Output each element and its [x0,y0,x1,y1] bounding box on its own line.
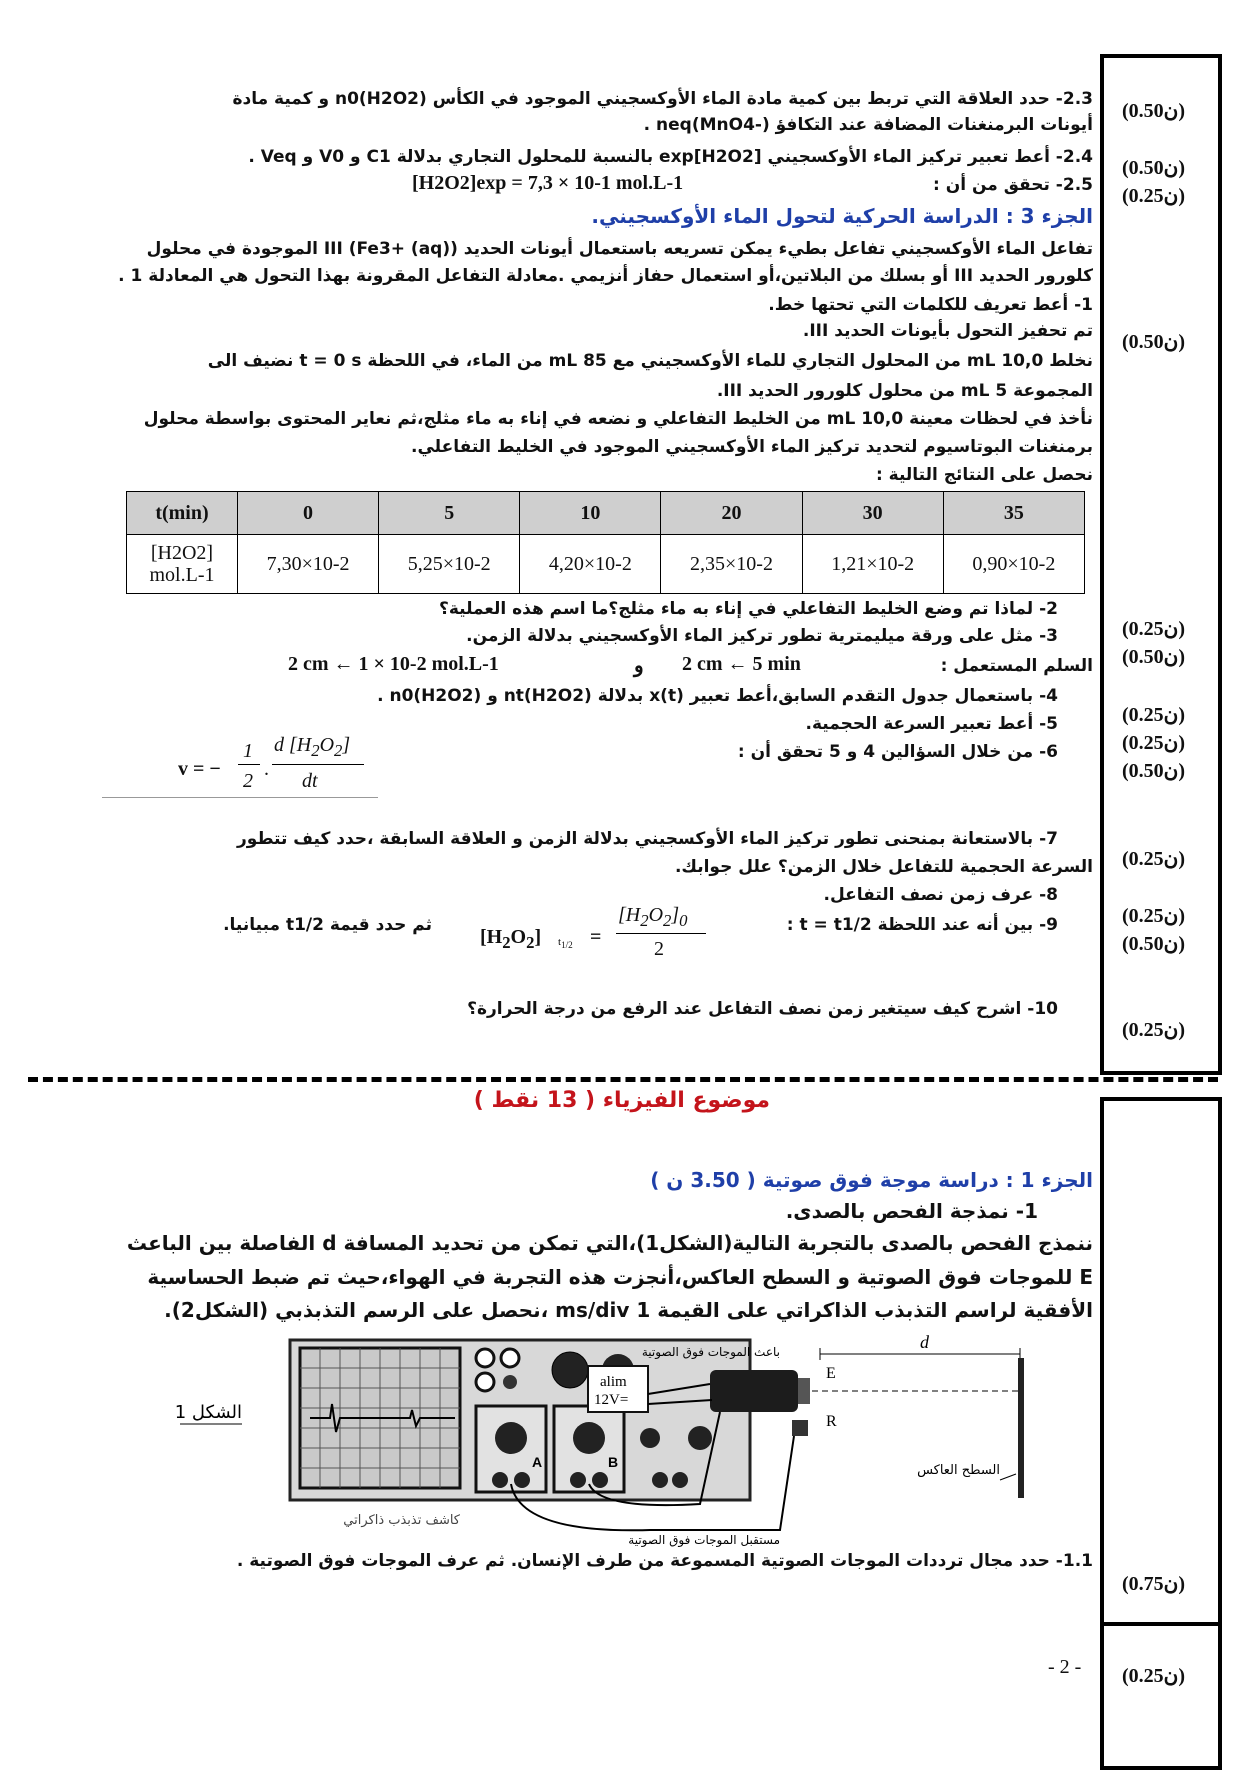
table-header-time: t(min) [127,492,238,535]
table-row-concentration [127,535,1085,594]
page-number: - 2 - [1048,1656,1082,1678]
intro-line2: كلورور الحديد III أو بسلك من البلاتين،أو استعمال حفاز أنزيمي .معادلة التفاعل المقرونة بهذا التحول هي المعادلة 1 . [118,266,1093,286]
knob [476,1349,494,1367]
q1-1-frequencies: 1.1- حدد مجال ترددات الموجات الصوتية المسموعة من طرف الإنسان. ثم عرف الموجات فوق الصوتية . [236,1551,1093,1571]
svg-text:12V=: 12V= [594,1392,629,1408]
half-life-formula: $[H_2O_2]$ $t_{1/2}$ = $[H_2O_2]_0$ 2 [480,900,720,970]
q8-half-life: 8- عرف زمن نصف التفاعل. [823,885,1058,905]
reflector-label: السطح العاكس [917,1463,1000,1478]
receiver-label: مستقبل الموجات فوق الصوتية [628,1533,780,1547]
table-header-concentration: [H2O2] mol.L-1 [127,535,238,594]
table-cell: 20 [661,492,802,535]
table-cell: 7,30×10-2 [237,535,378,594]
q2-5-formula: [H2O2]exp = 7,3 × 10-1 mol.L-1 [412,172,684,194]
q2-3-line2: أيونات البرمنغنات المضافة عند التكافؤ neq(MnO4-) . [643,115,1093,135]
svg-text:alim: alim [600,1374,627,1390]
mark-q7: (0.25ن) [1122,848,1186,870]
q9-line: 9- بين أنه عند اللحظة t = t1/2 : [786,915,1058,935]
q10-temperature: 10- اشرح كيف سيتغير زمن نصف التفاعل عند الرفع من درجة الحرارة؟ [467,999,1058,1019]
physics-para-line3: الأفقية لراسم التذبذب الذاكراتي على القيمة 1 ms/div ،نحصل على الرسم التذبذبي (الشكل2). [164,1298,1093,1322]
q9-determine: ثم حدد قيمة t1/2 مبيانيا. [223,915,432,935]
marks-frame-middle [1100,1097,1222,1626]
table-cell: 2,35×10-2 [661,535,802,594]
q2-4: 2.4- أعط تعبير تركيز الماء الأوكسجيني [H2O2]exp بالنسبة للمحلول التجاري بدلالة C1 و V0 و Veq . [248,147,1093,167]
mark-q5: (0.25ن) [1122,732,1186,754]
knob [503,1375,517,1389]
mark-q10: (0.25ن) [1122,1019,1186,1041]
table-row-time [127,492,1085,535]
ultrasound-receiver [792,1420,808,1436]
q1-definitions: 1- أعط تعريف للكلمات التي تحتها خط. [768,295,1093,315]
q2-ice: 2- لماذا تم وضع الخليط التفاعلي في إناء به ماء مثلج؟ما اسم هذه العملية؟ [438,599,1058,619]
q2-5: 2.5- تحقق من أن : [932,175,1093,195]
table-cell: 5,25×10-2 [379,535,520,594]
mark-q2-5: (0.25ن) [1122,185,1186,207]
mark-q3: (0.50ن) [1122,646,1186,668]
q2-3-line1: 2.3- حدد العلاقة التي تربط بين كمية مادة الماء الأوكسجيني الموجود في الكأس n0(H2O2) و كمية مادة [232,89,1093,109]
mark-next: (0.25ن) [1122,1665,1186,1687]
figure-caption: الشكل 1 [174,1402,242,1423]
physics-title: موضوع الفيزياء ( 13 نقط ) [473,1088,770,1113]
table-cell: 1,21×10-2 [802,535,943,594]
q5-rate: 5- أعط تعبير السرعة الحجمية. [805,714,1058,734]
mark-q2-4: (0.50ن) [1122,157,1186,179]
mix-line1: نخلط 10,0 mL من المحلول التجاري للماء الأوكسجيني مع 85 mL من الماء، في اللحظة t = 0 s نضيف الى [207,351,1093,371]
table-cell: 0 [237,492,378,535]
table-cell: 5 [379,492,520,535]
mark-q8: (0.25ن) [1122,905,1186,927]
mark-q2: (0.25ن) [1122,618,1186,640]
table-cell: 30 [802,492,943,535]
mix-line2: المجموعة 5 mL من محلول كلورور الحديد III. [716,381,1093,401]
table-cell: 0,90×10-2 [943,535,1084,594]
physics-para-line1: ننمذج الفحص بالصدى بالتجربة التالية(الشكل1)،التي تمكن من تحديد المسافة d الفاصلة بين الباعث [126,1231,1093,1255]
q4-advancement: 4- باستعمال جدول التقدم السابق،أعط تعبير x(t) بدلالة nt(H2O2) و n0(H2O2) . [377,686,1058,706]
physics-part1-title: الجزء 1 : دراسة موجة فوق صوتية ( 3.50 ن ) [650,1168,1093,1192]
results-intro: نحصل على النتائج التالية : [875,465,1093,485]
oscilloscope-label: كاشف تذبذب ذاكراتي [343,1513,460,1528]
scale-concentration: 2 cm ← 1 × 10-2 mol.L-1 [288,653,499,675]
reflecting-surface [1018,1358,1024,1498]
table-cell: 35 [943,492,1084,535]
emitter-e-label: E [826,1365,836,1382]
knob [552,1352,588,1388]
figure-1 [174,1332,1100,1550]
knob [476,1373,494,1391]
rate-formula: v = − 1 2 . d $[H_2O_2]$ dt [178,730,378,800]
formula-underline [102,797,378,798]
mark-part3-q1: (0.50ن) [1122,331,1186,353]
channel-b-label: B [608,1454,619,1470]
part3-title: الجزء 3 : الدراسة الحركية لتحول الماء الأوكسجيني. [591,204,1093,228]
physics-sub1: 1- نمذجة الفحص بالصدى. [785,1199,1038,1223]
q7-line1: 7- بالاستعانة بمنحنى تطور تركيز الماء الأوكسجيني بدلالة الزمن و العلاقة السابقة ،حدد كيف تتطور [237,829,1058,849]
marks-frame-bottom [1100,1622,1222,1770]
mark-q4: (0.25ن) [1122,704,1186,726]
table-cell: 4,20×10-2 [520,535,661,594]
receiver-r-label: R [826,1413,837,1430]
mark-q1-1: (0.75ن) [1122,1573,1186,1595]
scale-time: 2 cm ← 5 min [682,653,801,675]
scale-label: السلم المستعمل : [940,656,1093,676]
mark-q2-3: (0.50ن) [1122,100,1186,122]
intro-line1: تفاعل الماء الأوكسجيني تفاعل بطيء يمكن تسريعه باستعمال أيونات الحديد III (Fe3+ (aq)) الموجودة في محلول [146,239,1093,259]
q7-line2: السرعة الحجمية للتفاعل خلال الزمن؟ علل جوابك. [674,857,1093,877]
catalysis-line: تم تحفيز التحول بأيونات الحديد III. [802,321,1093,341]
knob [501,1349,519,1367]
physics-para-line2: E للموجات فوق الصوتية و السطح العاكس،أنجزت هذه التجربة في الهواء،حيث تم ضبط الحساسية [147,1265,1093,1289]
table-cell: 10 [520,492,661,535]
mark-q6: (0.50ن) [1122,760,1186,782]
distance-label: d [920,1332,929,1352]
ultrasound-emitter [710,1370,798,1412]
q6-verify: 6- من خلال السؤالين 4 و 5 تحقق أن : [737,742,1058,762]
channel-a-label: A [532,1454,543,1470]
q3-plot: 3- مثل على ورقة ميليمترية تطور تركيز الماء الأوكسجيني بدلالة الزمن. [466,626,1058,646]
emitter-label: باعث الموجات فوق الصوتية [641,1345,780,1359]
section-separator [28,1077,1218,1082]
sample-line2: برمنغنات البوتاسيوم لتحديد تركيز الماء الأوكسجيني الموجود في الخليط التفاعلي. [410,437,1093,457]
sample-line1: نأخذ في لحظات معينة 10,0 mL من الخليط التفاعلي و نضعه في إناء به ماء مثلج،ثم نعاير المحتوى بواسطة محلول [143,409,1093,429]
scale-and: و [634,655,644,677]
mark-q9: (0.50ن) [1122,933,1186,955]
results-table [126,491,1085,594]
